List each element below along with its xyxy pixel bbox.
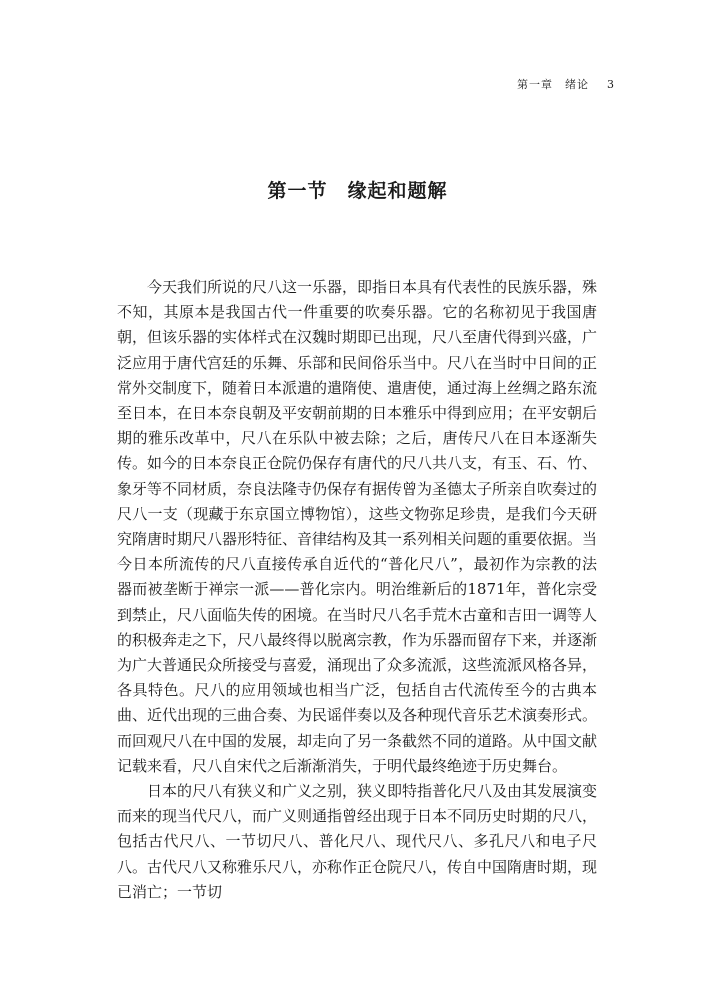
chapter-label: 第一章 绪论 — [517, 78, 589, 91]
page-number: 3 — [607, 78, 615, 91]
body-text — [117, 275, 597, 905]
section-title: 第一节 缘起和题解 — [267, 180, 448, 202]
paragraph: 日本的尺八有狭义和广义之别，狭义即特指普化尺八及由其发展演变而来的现当代尺八，而广义则通指曾经出现于日本不同历史时期的尺八，包括古代尺八、一节切尺八、普化尺八、现代尺八、多孔尺八和电子尺八。古代尺八又称雅乐尺八，亦称作正仓院尺八，传自中国隋唐时期，现已消亡；一节切 — [117, 782, 598, 901]
paragraph: 今天我们所说的尺八这一乐器，即指日本具有代表性的民族乐器，殊不知，其原本是我国古代一件重要的吹奏乐器。它的名称初见于我国唐朝，但该乐器的实体样式在汉魏时期即已出现，尺八至唐代得到兴盛，广泛应用于唐代宫廷的乐舞、乐部和民间俗乐当中。尺八在当时中日间的正常外交制度下，随着日本派遣的遣隋使、遣唐使，通过海上丝绸之路东流至日本，在日本奈良朝及平安朝前期的日本雅乐中得到应用；在平安朝后期的雅乐改革中，尺八在乐队中被去除；之后，唐传尺八在日本逐渐失传。如今的日本奈良正仓院仍保存有唐代的尺八共八支，有玉、石、竹、象牙等不同材质，奈良法隆寺仍保存有据传曾为圣德太子所亲自吹奏过的尺八一支（现藏于东京国立博物馆），这些文物弥足珍贵，是我们今天研究隋唐时期尺八器形特征、音律结构及其一系列相关问题的重要依据。当今日本所流传的尺八直接传承自近代的“普化尺八”，最初作为宗教的法器而被垄断于禅宗一派——普化宗内。明治维新后的1871年，普化宗受到禁止，尺八面临失传的困境。在当时尺八名手荒木古童和吉田一调等人的积极奔走之下，尺八最终得以脱离宗教，作为乐器而留存下来，并逐渐为广大普通民众所接受与喜爱，涌现出了众多流派，这些流派风格各异，各具特色。尺八的应用领域也相当广泛，包括自古代流传至今的古典本曲、近代出现的三曲合奏、为民谣伴奏以及各种现代音乐艺术演奏形式。而回观尺八在中国的发展，却走向了另一条截然不同的道路。从中国文献记载来看，尺八自宋代之后渐渐消失，于明代最终绝迹于历史舞台。 — [117, 278, 598, 775]
running-header — [517, 76, 615, 92]
